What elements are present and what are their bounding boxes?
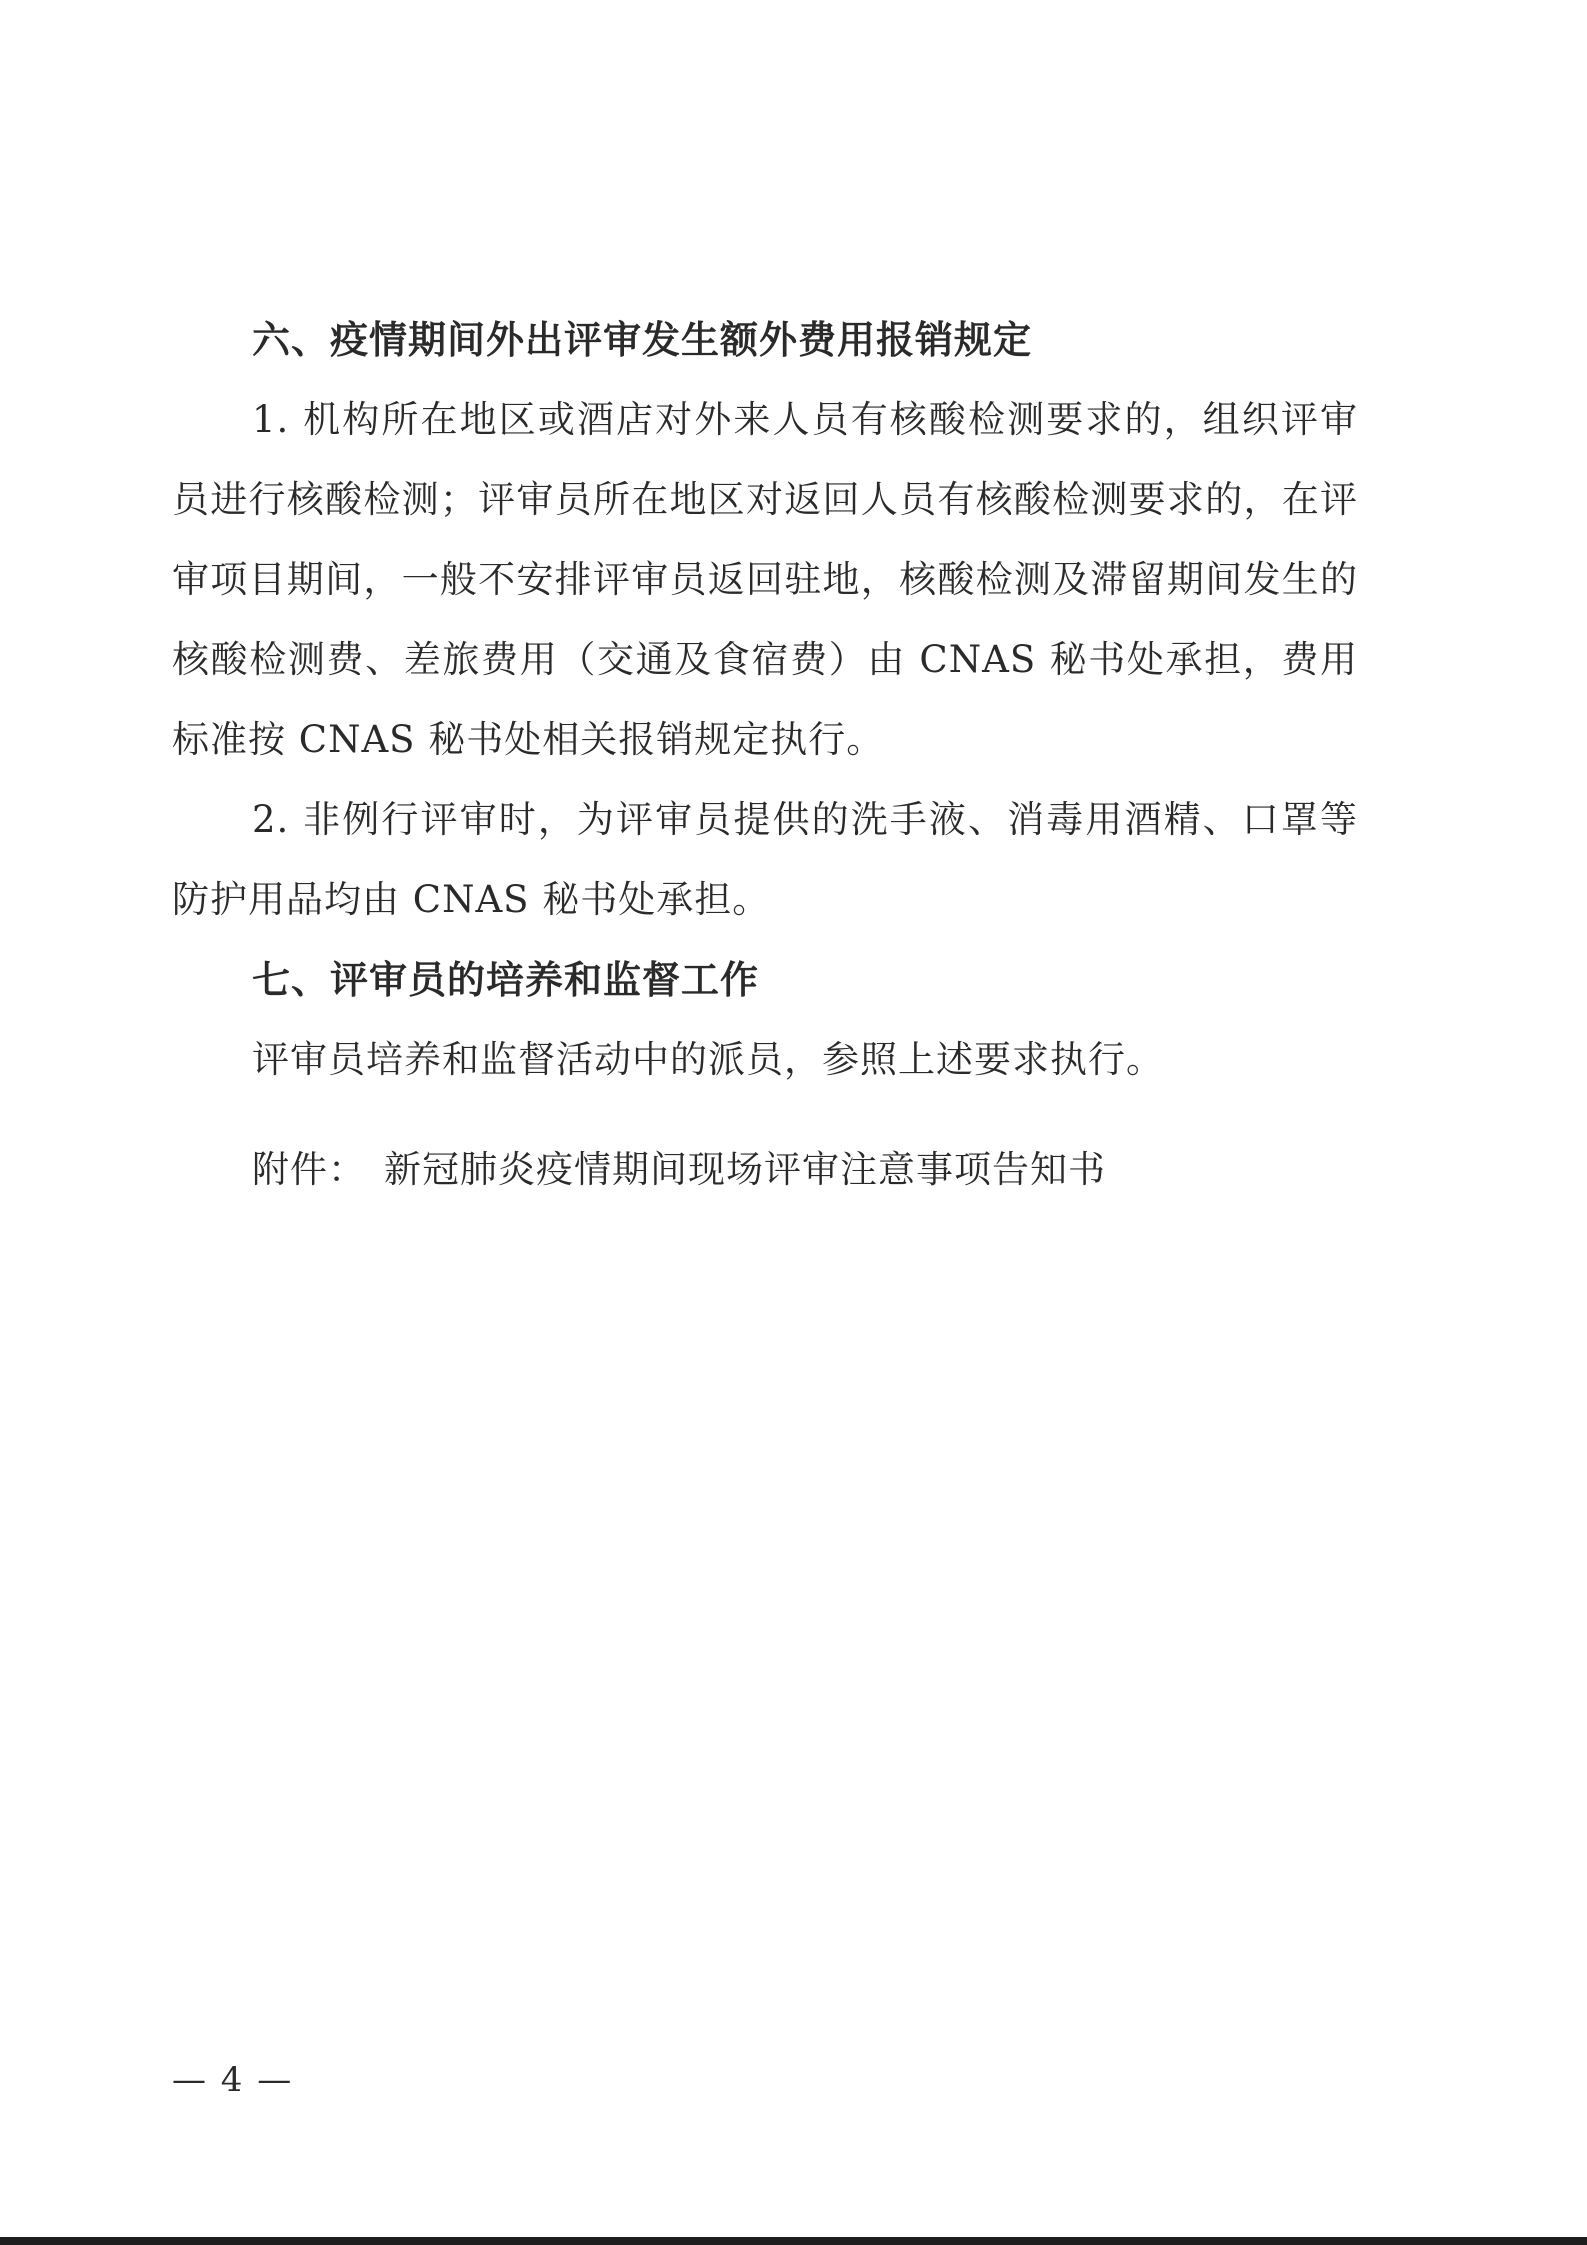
attachment-title: 新冠肺炎疫情期间现场评审注意事项告知书	[384, 1148, 1106, 1191]
section-7-body: 评审员培养和监督活动中的派员，参照上述要求执行。	[252, 1038, 1164, 1081]
section-6-item-2: 2. 非例行评审时，为评审员提供的洗手液、消毒用酒精、口罩等防护用品均由 CNAS 秘书处承担。	[172, 798, 1358, 921]
section-6-item-1: 1. 机构所在地区或酒店对外来人员有核酸检测要求的，组织评审员进行核酸检测；评审员所在地区对返回人员有核酸检测要求的，在评审项目期间，一般不安排评审员返回驻地，核酸检测及滞留期间发生的核酸检测费、差旅费用（交通及食宿费）由 CNAS 秘书处承担，费用标准按 CNAS 秘书处相关报销规定执行。	[172, 398, 1358, 761]
document-body	[172, 300, 1358, 1210]
spacer	[172, 1100, 1358, 1130]
page-number: — 4 —	[172, 2060, 294, 2100]
attachment-label: 附件：	[252, 1148, 366, 1191]
section-6-heading: 六、疫情期间外出评审发生额外费用报销规定	[252, 318, 1033, 362]
section-7-heading: 七、评审员的培养和监督工作	[252, 958, 760, 1002]
attachment-line	[172, 1130, 1358, 1210]
scan-edge-divider	[0, 2237, 1587, 2245]
